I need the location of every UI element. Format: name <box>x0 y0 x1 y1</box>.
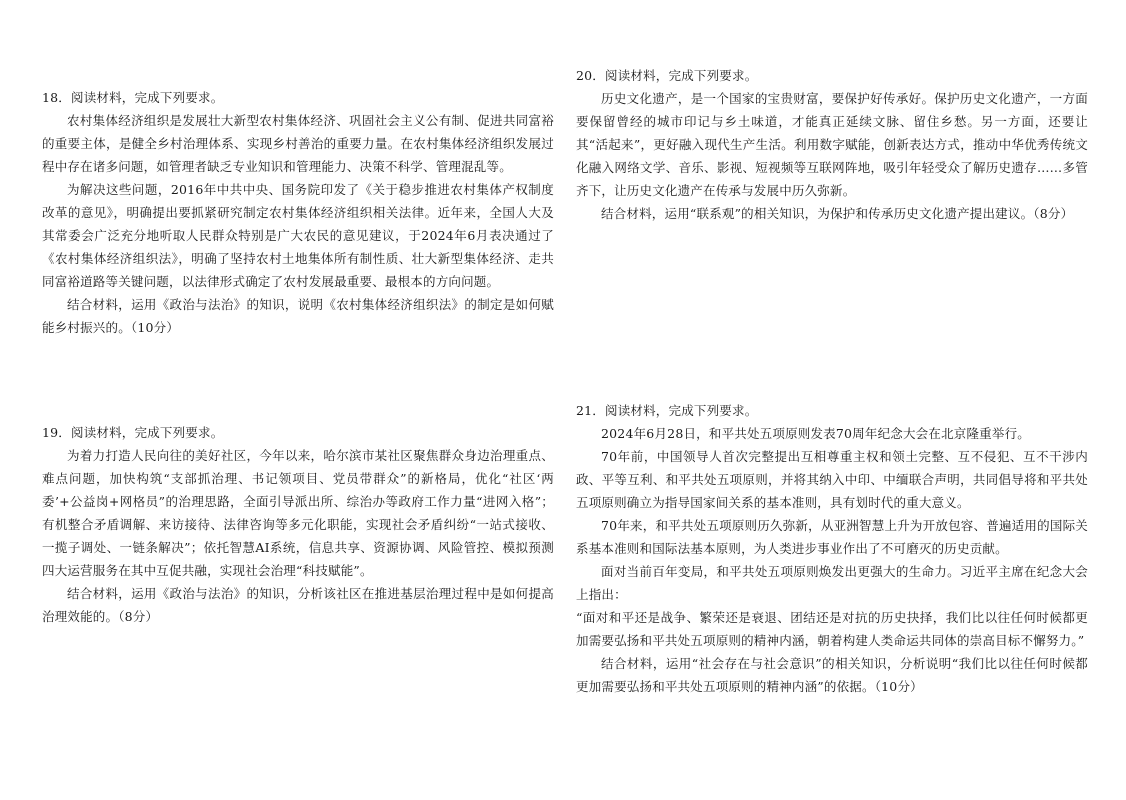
question-21-material-1: 2024年6月28日，和平共处五项原则发表70周年纪念大会在北京隆重举行。 <box>601 426 1030 441</box>
question-21 <box>576 399 1088 698</box>
question-20-material: 历史文化遗产，是一个国家的宝贵财富，要保护好传承好。保护历史文化遗产，一方面要保留曾经的城市印记与乡土味道，才能真正延续文脉、留住乡愁。另一方面，还要让其“活起来”，更好融入现代生产生活。利用数字赋能，创新表达方式，推动中华优秀传统文化融入网络文学、音乐、影视、短视频等互联网阵地，吸引年轻受众了解历史遗存……多管齐下，让历史文化遗产在传承与发展中历久弥新。 <box>576 91 1088 198</box>
question-20-task: 结合材料，运用“联系观”的相关知识，为保护和传承历史文化遗产提出建议。（8分） <box>601 206 1074 221</box>
question-18-heading: 18．阅读材料，完成下列要求。 <box>42 90 224 105</box>
question-21-material-3: 70年来，和平共处五项原则历久弥新，从亚洲智慧上升为开放包容、普遍适用的国际关系基本准则和国际法基本原则，为人类进步事业作出了不可磨灭的历史贡献。 <box>576 518 1088 556</box>
question-20 <box>576 64 1088 225</box>
question-21-heading: 21．阅读材料，完成下列要求。 <box>576 403 758 418</box>
question-18 <box>42 86 554 339</box>
question-19 <box>42 421 554 628</box>
question-21-quote: “面对和平还是战争、繁荣还是衰退、团结还是对抗的历史抉择，我们比以往任何时候都更加需要弘扬和平共处五项原则的精神内涵，朝着构建人类命运共同体的崇高目标不懈努力。” <box>576 610 1088 648</box>
question-18-material-1: 农村集体经济组织是发展壮大新型农村集体经济、巩固社会主义公有制、促进共同富裕的重要主体，是健全乡村治理体系、实现乡村善治的重要力量。在农村集体经济组织发展过程中存在诸多问题，如管理者缺乏专业知识和管理能力、决策不科学、管理混乱等。 <box>42 113 554 174</box>
question-18-material-2: 为解决这些问题，2016年中共中央、国务院印发了《关于稳步推进农村集体产权制度改革的意见》，明确提出要抓紧研究制定农村集体经济组织相关法律。近年来，全国人大及其常委会广泛充分地听取人民群众特别是广大农民的意见建议，于2024年6月表决通过了《农村集体经济组织法》，明确了坚持农村土地集体所有制性质、壮大新型集体经济、走共同富裕道路等关键问题，以法律形式确定了农村发展最重要、最根本的方向问题。 <box>42 182 554 289</box>
question-19-heading: 19．阅读材料，完成下列要求。 <box>42 425 224 440</box>
question-21-material-4: 面对当前百年变局，和平共处五项原则焕发出更强大的生命力。习近平主席在纪念大会上指出： <box>576 564 1088 602</box>
question-18-task: 结合材料，运用《政治与法治》的知识，说明《农村集体经济组织法》的制定是如何赋能乡村振兴的。（10分） <box>42 297 554 335</box>
question-19-material: 为着力打造人民向往的美好社区，今年以来，哈尔滨市某社区聚焦群众身边治理重点、难点问题，加快构筑“支部抓治理、书记领项目、党员带群众”的新格局，优化“社区‘两委’+公益岗+网格员”的治理思路，全面引导派出所、综治办等政府工作力量“进网入格”；有机整合矛盾调解、来访接待、法律咨询等多元化职能，实现社会矛盾纠纷“一站式接收、一揽子调处、一链条解决”；依托智慧AI系统，信息共享、资源协调、风险管控、模拟预测四大运营服务在其中互促共融，实现社会治理“科技赋能”。 <box>42 448 554 578</box>
question-21-task: 结合材料，运用“社会存在与社会意识”的相关知识，分析说明“我们比以往任何时候都更加需要弘扬和平共处五项原则的精神内涵”的依据。（10分） <box>576 656 1088 694</box>
question-20-heading: 20．阅读材料，完成下列要求。 <box>576 68 758 83</box>
question-19-task: 结合材料，运用《政治与法治》的知识，分析该社区在推进基层治理过程中是如何提高治理效能的。（8分） <box>42 586 554 624</box>
question-21-material-2: 70年前，中国领导人首次完整提出互相尊重主权和领土完整、互不侵犯、互不干涉内政、平等互利、和平共处五项原则，并将其纳入中印、中缅联合声明，共同倡导将和平共处五项原则确立为指导国家间关系的基本准则，具有划时代的重大意义。 <box>576 449 1088 510</box>
